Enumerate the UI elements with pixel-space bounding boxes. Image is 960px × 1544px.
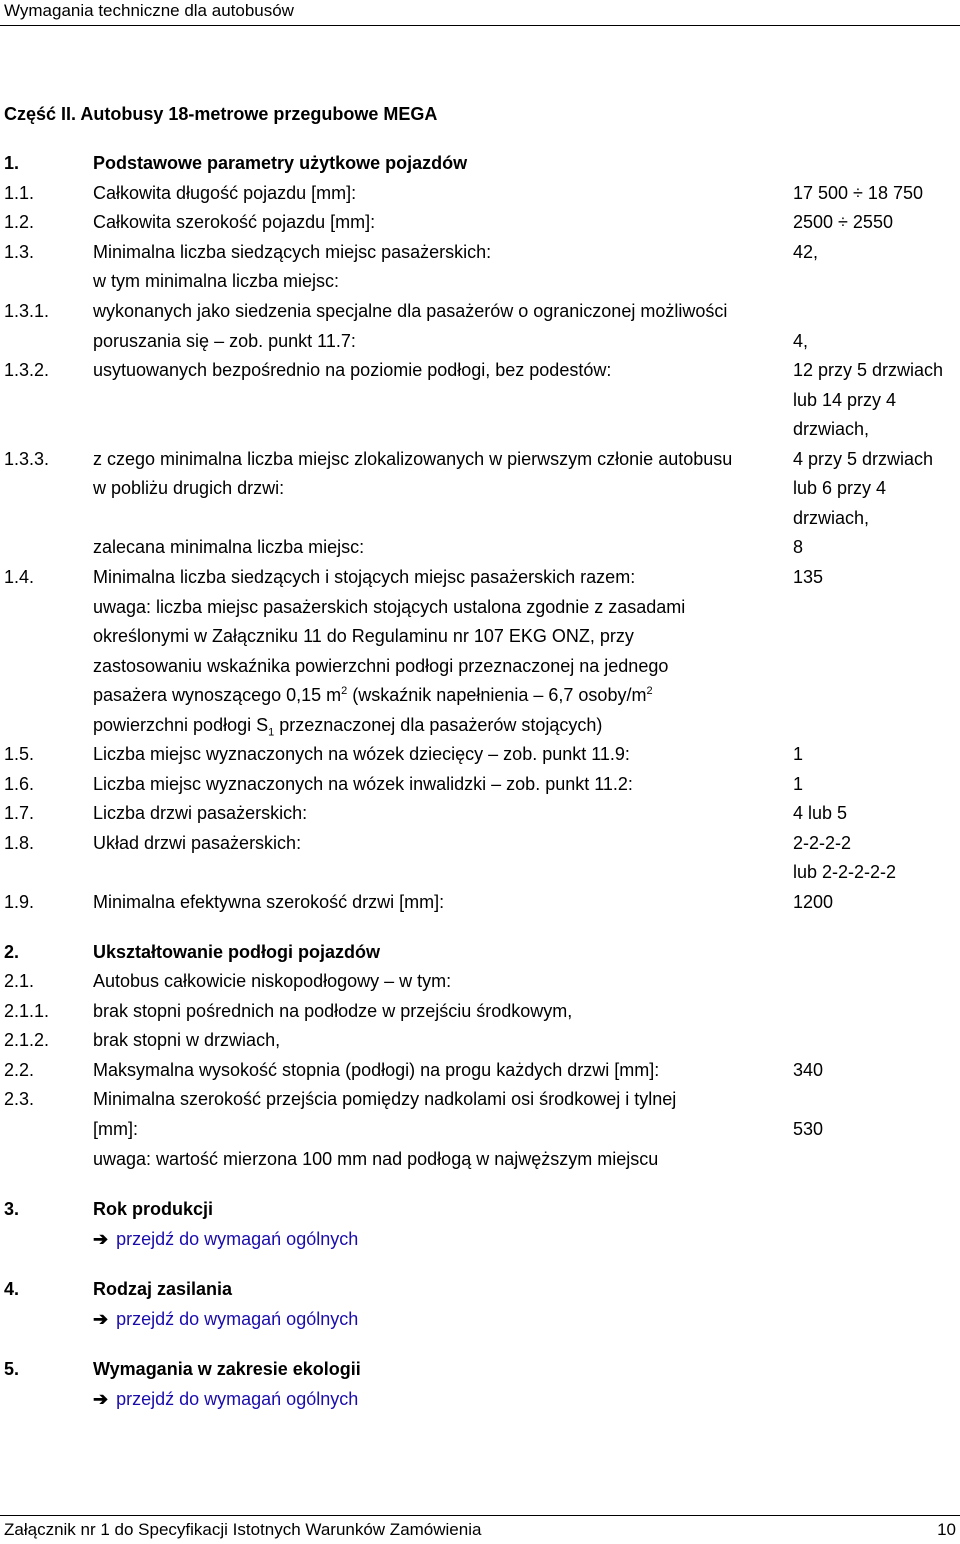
page-header <box>0 0 960 26</box>
section-3-link-row[interactable] <box>93 1224 358 1254</box>
row-1-3-3-value-2: lub 6 przy 4 <box>793 478 887 498</box>
section-1-title: Podstawowe parametry użytkowe pojazdów <box>93 153 468 173</box>
row-1-9-text: Minimalna efektywna szerokość drzwi [mm]: <box>93 892 445 912</box>
section-3-number: 3. <box>4 1199 20 1219</box>
row-1-1-text: Całkowita długość pojazdu [mm]: <box>93 183 357 203</box>
row-2-1-1-number: 2.1.1. <box>4 1001 50 1021</box>
row-1-2-value: 2500 ÷ 2550 <box>793 212 893 232</box>
row-1-4-text: Minimalna liczba siedzących i stojących miejsc pasażerskich razem: <box>93 567 636 587</box>
row-2-3-value: 530 <box>793 1119 824 1139</box>
row-2-3-text-2: [mm]: <box>93 1119 138 1139</box>
squared-superscript-2: 2 <box>646 685 653 697</box>
row-2-3-text: Minimalna szerokość przejścia pomiędzy nadkolami osi środkowej i tylnej <box>93 1089 677 1109</box>
row-1-3-1-text-2: poruszania się – zob. punkt 11.7: <box>93 331 356 351</box>
row-1-3-number: 1.3. <box>4 242 35 262</box>
general-requirements-link[interactable]: przejdź do wymagań ogólnych <box>116 1229 359 1249</box>
row-1-1-value: 17 500 ÷ 18 750 <box>793 183 923 203</box>
row-1-4-note-5b: przeznaczonej dla pasażerów stojących) <box>274 715 603 735</box>
row-1-3-1-number: 1.3.1. <box>4 301 50 321</box>
s1-subscript: 1 <box>268 726 275 739</box>
page-footer <box>0 1515 960 1541</box>
section-2-number: 2. <box>4 942 20 962</box>
row-1-4-note-2: określonymi w Załączniku 11 do Regulaminu nr 107 EKG ONZ, przy <box>93 626 634 646</box>
row-1-4-note-1: uwaga: liczba miejsc pasażerskich stojących ustalona zgodnie z zasadami <box>93 597 686 617</box>
row-1-3-text: Minimalna liczba siedzących miejsc pasażerskich: <box>93 242 492 262</box>
row-1-4-note-5a: powierzchni podłogi S <box>93 715 269 735</box>
row-1-8-value: 2-2-2-2 <box>793 833 852 853</box>
row-2-1-number: 2.1. <box>4 971 35 991</box>
row-1-5-number: 1.5. <box>4 744 35 764</box>
row-1-4-note-3: zastosowaniu wskaźnika powierzchni podłogi przeznaczonej na jednego <box>93 656 669 676</box>
arrow-right-icon: ➔ <box>93 1389 109 1409</box>
row-1-4-number: 1.4. <box>4 567 35 587</box>
row-1-7-text: Liczba drzwi pasażerskich: <box>93 803 308 823</box>
section-4-link-row[interactable] <box>93 1304 358 1334</box>
section-2-title: Ukształtowanie podłogi pojazdów <box>93 942 381 962</box>
row-1-3-3-recommended-text: zalecana minimalna liczba miejsc: <box>93 537 365 557</box>
header-title: Wymagania techniczne dla autobusów <box>4 1 294 20</box>
row-2-3-note: uwaga: wartość mierzona 100 mm nad podłogą w najwęższym miejscu <box>93 1149 659 1169</box>
row-1-3-3-number: 1.3.3. <box>4 449 50 469</box>
row-1-4-note-4 <box>93 680 653 710</box>
row-1-3-2-value-3: drzwiach, <box>793 419 870 439</box>
page-number: 10 <box>937 1520 956 1539</box>
row-1-3-3-value-3: drzwiach, <box>793 508 870 528</box>
row-1-3-text-2: w tym minimalna liczba miejsc: <box>93 271 340 291</box>
row-2-2-text: Maksymalna wysokość stopnia (podłogi) na progu każdych drzwi [mm]: <box>93 1060 660 1080</box>
row-1-5-value: 1 <box>793 744 804 764</box>
row-1-3-3-recommended-value: 8 <box>793 537 804 557</box>
row-1-8-text: Układ drzwi pasażerskich: <box>93 833 302 853</box>
row-1-3-2-value-2: lub 14 przy 4 <box>793 390 897 410</box>
row-2-1-text: Autobus całkowicie niskopodłogowy – w tym: <box>93 971 452 991</box>
arrow-right-icon: ➔ <box>93 1309 109 1329</box>
row-1-4-value: 135 <box>793 567 824 587</box>
row-1-3-2-value: 12 przy 5 drzwiach <box>793 360 944 380</box>
section-3-title: Rok produkcji <box>93 1199 214 1219</box>
section-1-number: 1. <box>4 153 20 173</box>
row-1-3-3-text: z czego minimalna liczba miejsc zlokalizowanych w pierwszym członie autobusu <box>93 449 733 469</box>
row-1-7-number: 1.7. <box>4 803 35 823</box>
section-4-number: 4. <box>4 1279 20 1299</box>
row-2-2-number: 2.2. <box>4 1060 35 1080</box>
row-1-4-note-4b: (wskaźnik napełnienia – 6,7 osoby/m <box>347 685 647 705</box>
section-5-title: Wymagania w zakresie ekologii <box>93 1359 361 1379</box>
row-1-4-note-5 <box>93 710 602 740</box>
general-requirements-link[interactable]: przejdź do wymagań ogólnych <box>116 1309 359 1329</box>
row-1-2-text: Całkowita szerokość pojazdu [mm]: <box>93 212 376 232</box>
row-1-3-value: 42, <box>793 242 819 262</box>
row-1-9-value: 1200 <box>793 892 834 912</box>
row-2-1-1-text: brak stopni pośrednich na podłodze w przejściu środkowym, <box>93 1001 573 1021</box>
arrow-right-icon: ➔ <box>93 1229 109 1249</box>
footer-text: Załącznik nr 1 do Specyfikacji Istotnych Warunków Zamówienia <box>4 1520 482 1539</box>
row-1-6-number: 1.6. <box>4 774 35 794</box>
row-1-3-1-value: 4, <box>793 331 809 351</box>
section-5-number: 5. <box>4 1359 20 1379</box>
row-1-6-value: 1 <box>793 774 804 794</box>
row-1-2-number: 1.2. <box>4 212 35 232</box>
row-1-9-number: 1.9. <box>4 892 35 912</box>
row-1-6-text: Liczba miejsc wyznaczonych na wózek inwalidzki – zob. punkt 11.2: <box>93 774 633 794</box>
row-1-8-value-2: lub 2-2-2-2-2 <box>793 862 897 882</box>
row-1-3-1-text: wykonanych jako siedzenia specjalne dla pasażerów o ograniczonej możliwości <box>93 301 728 321</box>
row-1-7-value: 4 lub 5 <box>793 803 848 823</box>
general-requirements-link[interactable]: przejdź do wymagań ogólnych <box>116 1389 359 1409</box>
row-1-3-2-text: usytuowanych bezpośrednio na poziomie podłogi, bez podestów: <box>93 360 612 380</box>
row-2-3-number: 2.3. <box>4 1089 35 1109</box>
squared-superscript: 2 <box>341 685 348 697</box>
row-1-3-3-value: 4 przy 5 drzwiach <box>793 449 934 469</box>
row-1-1-number: 1.1. <box>4 183 35 203</box>
row-1-5-text: Liczba miejsc wyznaczonych na wózek dziecięcy – zob. punkt 11.9: <box>93 744 630 764</box>
row-2-1-2-number: 2.1.2. <box>4 1030 50 1050</box>
row-1-8-number: 1.8. <box>4 833 35 853</box>
section-4-title: Rodzaj zasilania <box>93 1279 233 1299</box>
row-2-1-2-text: brak stopni w drzwiach, <box>93 1030 281 1050</box>
row-1-3-3-text-2: w pobliżu drugich drzwi: <box>93 478 285 498</box>
row-1-4-note-4a: pasażera wynoszącego 0,15 m <box>93 685 342 705</box>
part-title: Część II. Autobusy 18-metrowe przegubowe MEGA <box>4 104 438 124</box>
section-5-link-row[interactable] <box>93 1384 358 1414</box>
row-1-3-2-number: 1.3.2. <box>4 360 50 380</box>
row-2-2-value: 340 <box>793 1060 824 1080</box>
